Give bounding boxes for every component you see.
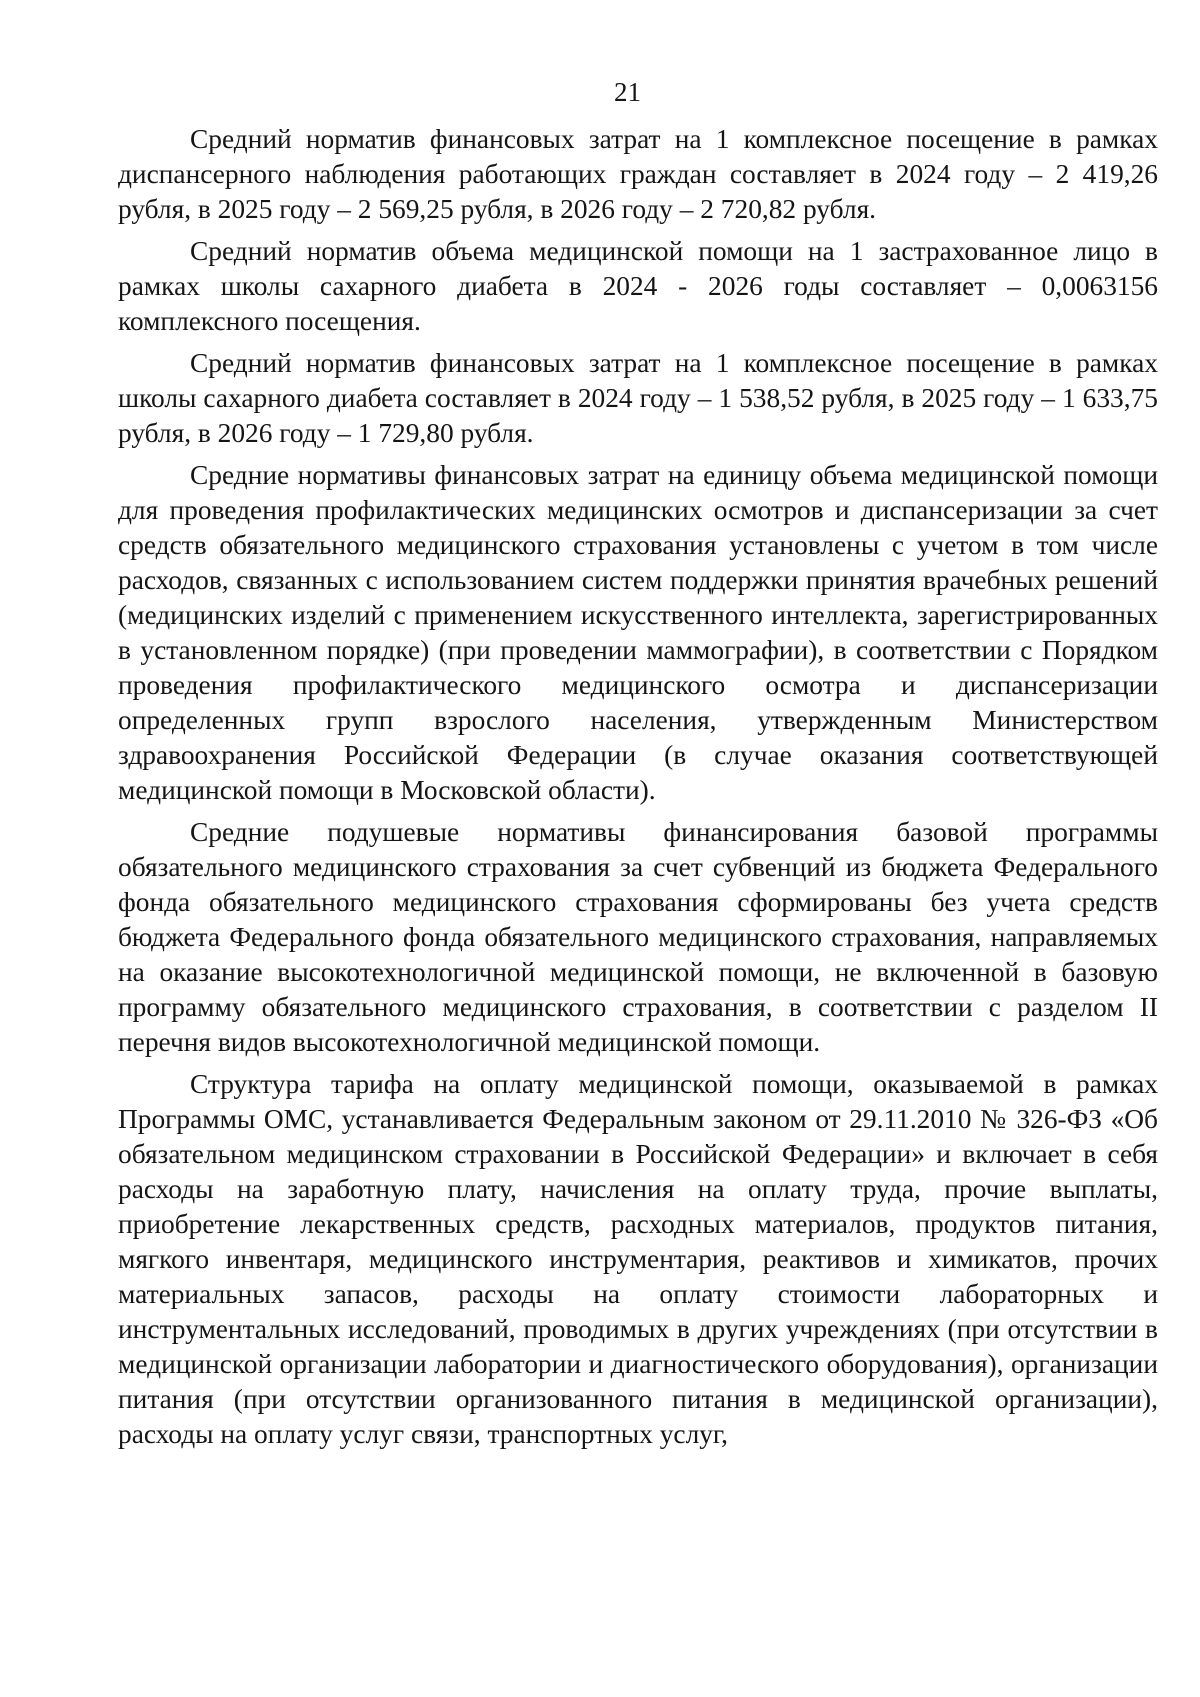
- page-body: [118, 122, 1158, 1459]
- paragraph-diabetes-school-volume: Средний норматив объема медицинской помощи на 1 застрахованное лицо в рамках школы сахарного диабета в 2024 - 2026 годы составляет – 0,0063156 комплексного посещения.: [118, 236, 1158, 336]
- paragraph-diabetes-school-cost: Средний норматив финансовых затрат на 1 комплексное посещение в рамках школы сахарного диабета составляет в 2024 году – 1 538,52 рубля, в 2025 году – 1 633,75 рубля, в 2026 году – 1 729,80 рубля.: [118, 348, 1158, 448]
- paragraph-tariff-structure: Структура тарифа на оплату медицинской помощи, оказываемой в рамках Программы ОМС, устанавливается Федеральным законом от 29.11.2010 № 326-ФЗ «Об обязательном медицинском страховании в Российской Федерации» и включает в себя расходы на заработную плату, начисления на оплату труда, прочие выплаты, приобретение лекарственных средств, расходных материалов, продуктов питания, мягкого инвентаря, медицинского инструментария, реактивов и химикатов, прочих материальных запасов, расходы на оплату стоимости лабораторных и инструментальных исследований, проводимых в других учреждениях (при отсутствии в медицинской организации лаборатории и диагностического оборудования), организации питания (при отсутствии организованного питания в медицинской организации), расходы на оплату услуг связи, транспортных услуг,: [118, 1069, 1158, 1449]
- paragraph-preventive-exams: Средние нормативы финансовых затрат на единицу объема медицинской помощи для проведения профилактических медицинских осмотров и диспансеризации за счет средств обязательного медицинского страхования установлены с учетом в том числе расходов, связанных с использованием систем поддержки принятия врачебных решений (медицинских изделий с применением искусственного интеллекта, зарегистрированных в установленном порядке) (при проведении маммографии), в соответствии с Порядком проведения профилактического медицинского осмотра и диспансеризации определенных групп взрослого населения, утвержденным Министерством здравоохранения Российской Федерации (в случае оказания соответствующей медицинской помощи в Московской области).: [118, 460, 1158, 805]
- paragraph-dispensary-cost: Средний норматив финансовых затрат на 1 комплексное посещение в рамках диспансерного наблюдения работающих граждан составляет в 2024 году – 2 419,26 рубля, в 2025 году – 2 569,25 рубля, в 2026 году – 2 720,82 рубля.: [118, 124, 1158, 224]
- paragraph-per-capita-standards: Средние подушевые нормативы финансирования базовой программы обязательного медицинского страхования за счет субвенций из бюджета Федерального фонда обязательного медицинского страхования сформированы без учета средств бюджета Федерального фонда обязательного медицинского страхования, направляемых на оказание высокотехнологичной медицинской помощи, не включенной в базовую программу обязательного медицинского страхования, в соответствии с разделом II перечня видов высокотехнологичной медицинской помощи.: [118, 817, 1158, 1057]
- page-number: 21: [614, 77, 641, 107]
